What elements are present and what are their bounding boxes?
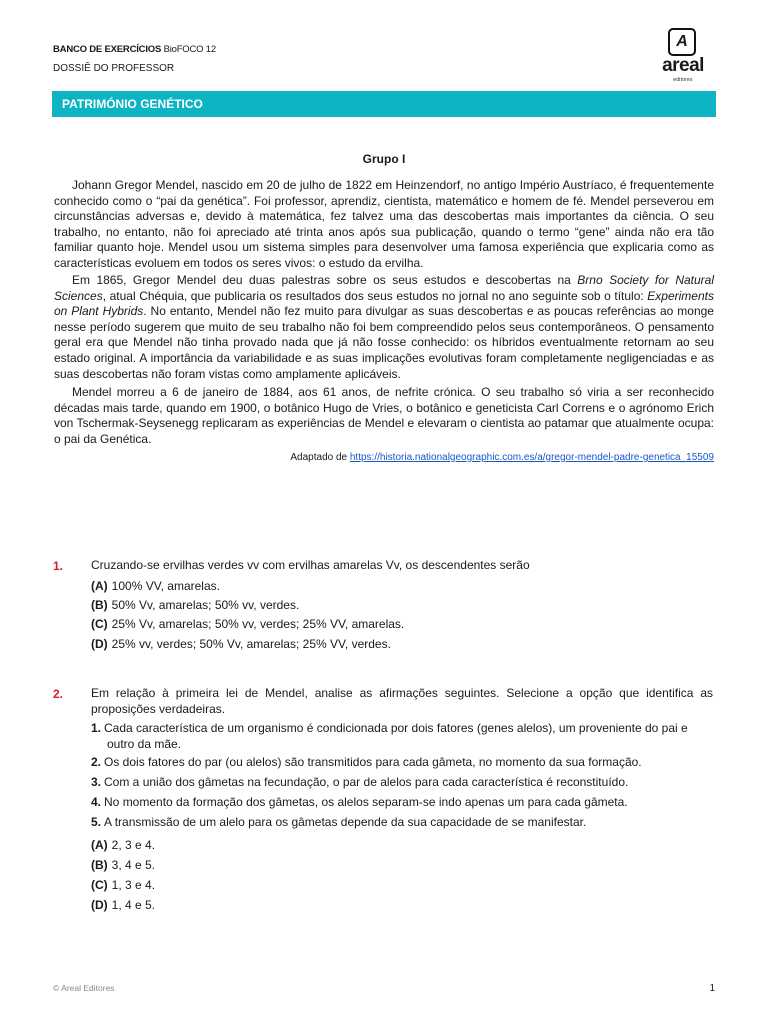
paragraph-3: [54, 385, 714, 453]
question-2-option-b[interactable]: [91, 858, 155, 872]
question-2-statement-4: [91, 795, 713, 811]
statement-number: 5.: [91, 815, 102, 829]
source-link[interactable]: https://historia.nationalgeographic.com.es/a/gregor-mendel-padre-genetica_15509: [349, 452, 714, 463]
paragraph-3-text: Mendel morreu a 6 de janeiro de 1884, aos 61 anos, de nefrite crónica. O seu trabalho só viria a ser reconhecido décadas mais tarde, quando em 1900, o botânico Hugo de Vries, o botânico e geneticista Carl Correns e o agrónomo Erich von Tschermak-Seysenegg replicaram as experiências de Mendel e elevaram o cientista ao patamar que atualmente ocupa: o pai da Genética.: [54, 385, 714, 446]
p2-society-name: Brno Society for Natural Sciences: [54, 273, 715, 303]
statement-text: Cada característica de um organismo é condicionada por dois fatores (genes alelos), um proveniente do pai e outro da mãe.: [104, 721, 688, 751]
option-label: (A): [91, 579, 108, 593]
statement-number: 2.: [91, 755, 102, 769]
header-book: BioFOCO 12: [163, 44, 216, 55]
question-2-statement-3: [91, 775, 713, 791]
publisher-logo: [648, 28, 718, 84]
option-label: (A): [91, 838, 108, 852]
option-label: (D): [91, 898, 108, 912]
question-2-statement-2: [91, 755, 713, 771]
paragraph-2: [54, 273, 714, 388]
question-2-statement-1: [91, 721, 713, 752]
section-banner: PATRIMÓNIO GENÉTICO: [52, 91, 716, 117]
question-2-option-c[interactable]: [91, 878, 155, 892]
option-label: (D): [91, 637, 108, 651]
header-series-label: BANCO DE EXERCÍCIOS: [53, 44, 162, 55]
statement-text: No momento da formação dos gâmetas, os alelos separam-se indo apenas um para cada gâmeta.: [104, 795, 628, 809]
option-label: (B): [91, 598, 108, 612]
question-1-option-c[interactable]: [91, 617, 404, 631]
paragraph-2-text: [54, 273, 714, 382]
paragraph-1-text: Johann Gregor Mendel, nascido em 20 de julho de 1822 em Heinzendorf, no antigo Império Austríaco, é frequentemente conhecido como o “pai da genética”. Foi professor, aprendiz, cientista, matemático e homem de fé. Mendel perseverou em circunstâncias adversas e, devido à matemática, fez talvez uma das descobertas mais importantes da ciência. O seu trabalho, no entanto, não foi apreciado até trinta anos após sua publicação, quando o termo “gene” ainda não era tão familiar quanto hoje. Mendel usou um sistema simples para desenvolver uma famosa experiência que explicaria como as características evoluem em todos os seres vivos: o estudo da ervilha.: [54, 178, 714, 270]
statement-number: 3.: [91, 775, 102, 789]
option-text: 100% VV, amarelas.: [111, 579, 220, 593]
option-text: 2, 3 e 4.: [111, 838, 156, 852]
option-text: 25% vv, verdes; 50% Vv, amarelas; 25% VV, verdes.: [111, 637, 391, 651]
footer-copyright: © Areal Editores: [53, 983, 115, 993]
p2-publication-title: Experiments on Plant Hybrids: [54, 288, 714, 319]
question-2-number: 2.: [53, 687, 64, 701]
p2-part-e: . No entanto, Mendel não fez muito para divulgar as suas descobertas e as poucas referências ao monge nesse período sugerem que muito de seu trabalho não foi bem compreendido pelos seus contemporâneos. O pensamento geral era que Mendel não tinha provado nada que já não fosse conhecido: os híbridos eventualmente retornam ao seu estado original. A importância da variabilidade e as suas implicações evolutivas foram completamente negligenciadas e as suas descobertas não foram vistas como amplamente aplicáveis.: [54, 304, 714, 381]
header-subtitle: DOSSIÊ DO PROFESSOR: [53, 63, 175, 74]
option-label: (C): [91, 878, 108, 892]
question-1-number: 1.: [53, 559, 64, 573]
group-title: Grupo I: [362, 152, 406, 166]
statement-number: 4.: [91, 795, 102, 809]
logo-word: areal: [662, 55, 704, 76]
option-text: 1, 3 e 4.: [111, 878, 156, 892]
statement-text: A transmissão de um alelo para os gâmetas depende da sua capacidade de se manifestar.: [104, 815, 587, 829]
logo-sub: editores: [673, 77, 693, 83]
question-2-statement-5: [91, 815, 713, 831]
p2-part-a: Em 1865, Gregor Mendel deu duas palestras sobre os seus estudos e descobertas na: [72, 273, 578, 287]
question-1-option-d[interactable]: [91, 637, 391, 651]
header-series: [53, 44, 216, 55]
question-2-option-d[interactable]: [91, 898, 155, 912]
option-text: 50% Vv, amarelas; 50% vv, verdes.: [111, 598, 300, 612]
source-citation: [290, 452, 714, 463]
statement-text: Com a união dos gâmetas na fecundação, o par de alelos para cada característica é reconstituído.: [104, 775, 629, 789]
question-1-option-a[interactable]: [91, 579, 220, 593]
option-text: 3, 4 e 5.: [111, 858, 156, 872]
p2-part-c: , atual Chéquia, que publicaria os resultados dos seus estudos no jornal no ano seguinte sob o título:: [102, 288, 648, 303]
option-label: (B): [91, 858, 108, 872]
paragraph-1: [54, 178, 714, 278]
source-prefix: Adaptado de: [290, 452, 350, 463]
statement-number: 1.: [91, 721, 102, 735]
question-1-option-b[interactable]: [91, 598, 299, 612]
question-1-stem: Cruzando-se ervilhas verdes vv com ervilhas amarelas Vv, os descendentes serão: [91, 558, 530, 572]
logo-mark-icon: A: [668, 28, 696, 56]
page-number: 1: [709, 983, 715, 994]
option-label: (C): [91, 617, 108, 631]
statement-text: Os dois fatores do par (ou alelos) são transmitidos para cada gâmeta, no momento da sua formação.: [104, 755, 642, 769]
option-text: 25% Vv, amarelas; 50% vv, verdes; 25% VV, amarelas.: [111, 617, 405, 631]
question-2-option-a[interactable]: [91, 838, 155, 852]
option-text: 1, 4 e 5.: [111, 898, 156, 912]
question-2-stem: Em relação à primeira lei de Mendel, analise as afirmações seguintes. Selecione a opção que identifica as proposições verdadeiras.: [91, 686, 713, 716]
